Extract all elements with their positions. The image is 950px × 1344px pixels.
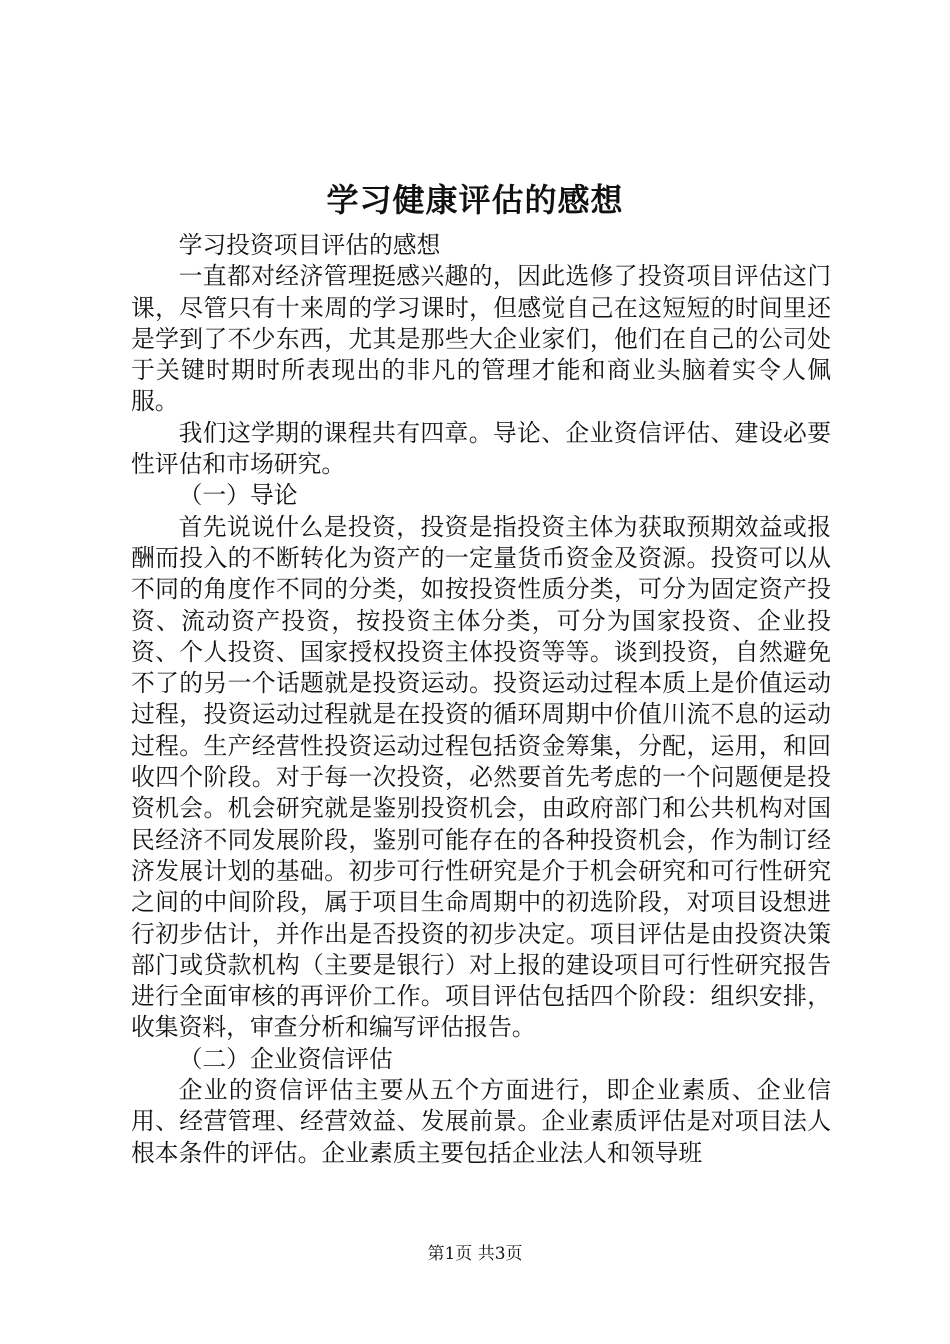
subtitle-paragraph: 学习投资项目评估的感想 <box>178 231 441 259</box>
section-heading-credit-evaluation: （二）企业资信评估 <box>178 1044 393 1073</box>
section-heading-introduction: （一）导论 <box>178 481 298 510</box>
course-overview-paragraph: 我们这学期的课程共有四章。导论、企业资信评估、建设必要性评估和市场研究。 <box>131 418 831 479</box>
intro-paragraph: 一直都对经济管理挺感兴趣的，因此选修了投资项目评估这门课，尽管只有十来周的学习课时，但感觉自己在这短短的时间里还是学到了不少东西，尤其是那些大企业家们，他们在自己的公司处于关键时期时所表现出的非凡的管理才能和商业头脑着实令人佩服。 <box>131 262 831 416</box>
document-body <box>131 230 831 1169</box>
introduction-paragraph: 首先说说什么是投资，投资是指投资主体为获取预期效益或报酬而投入的不断转化为资产的一定量货币资金及资源。投资可以从不同的角度作不同的分类，如按投资性质分类，可分为固定资产投资、流动资产投资，按投资主体分类，可分为国家投资、企业投资、个人投资、国家授权投资主体投资等等。谈到投资，自然避免不了的另一个话题就是投资运动。投资运动过程本质上是价值运动过程，投资运动过程就是在投资的循环周期中价值川流不息的运动过程。生产经营性投资运动过程包括资金筹集，分配，运用，和回收四个阶段。对于每一次投资，必然要首先考虑的一个问题便是投资机会。机会研究就是鉴别投资机会，由政府部门和公共机构对国民经济不同发展阶段，鉴别可能存在的各种投资机会，作为制订经济发展计划的基础。初步可行性研究是介于机会研究和可行性研究之间的中间阶段，属于项目生命周期中的初选阶段，对项目设想进行初步估计，并作出是否投资的初步决定。项目评估是由投资决策部门或贷款机构（主要是银行）对上报的建设项目可行性研究报告进行全面审核的再评价工作。项目评估包括四个阶段：组织安排，收集资料，审查分析和编写评估报告。 <box>131 512 831 1042</box>
document-title: 学习健康评估的感想 <box>326 181 624 219</box>
credit-evaluation-paragraph: 企业的资信评估主要从五个方面进行，即企业素质、企业信用、经营管理、经营效益、发展前景。企业素质评估是对项目法人根本条件的评估。企业素质主要包括企业法人和领导班 <box>131 1076 831 1167</box>
page-footer: 第1页 共3页 <box>427 1244 523 1264</box>
